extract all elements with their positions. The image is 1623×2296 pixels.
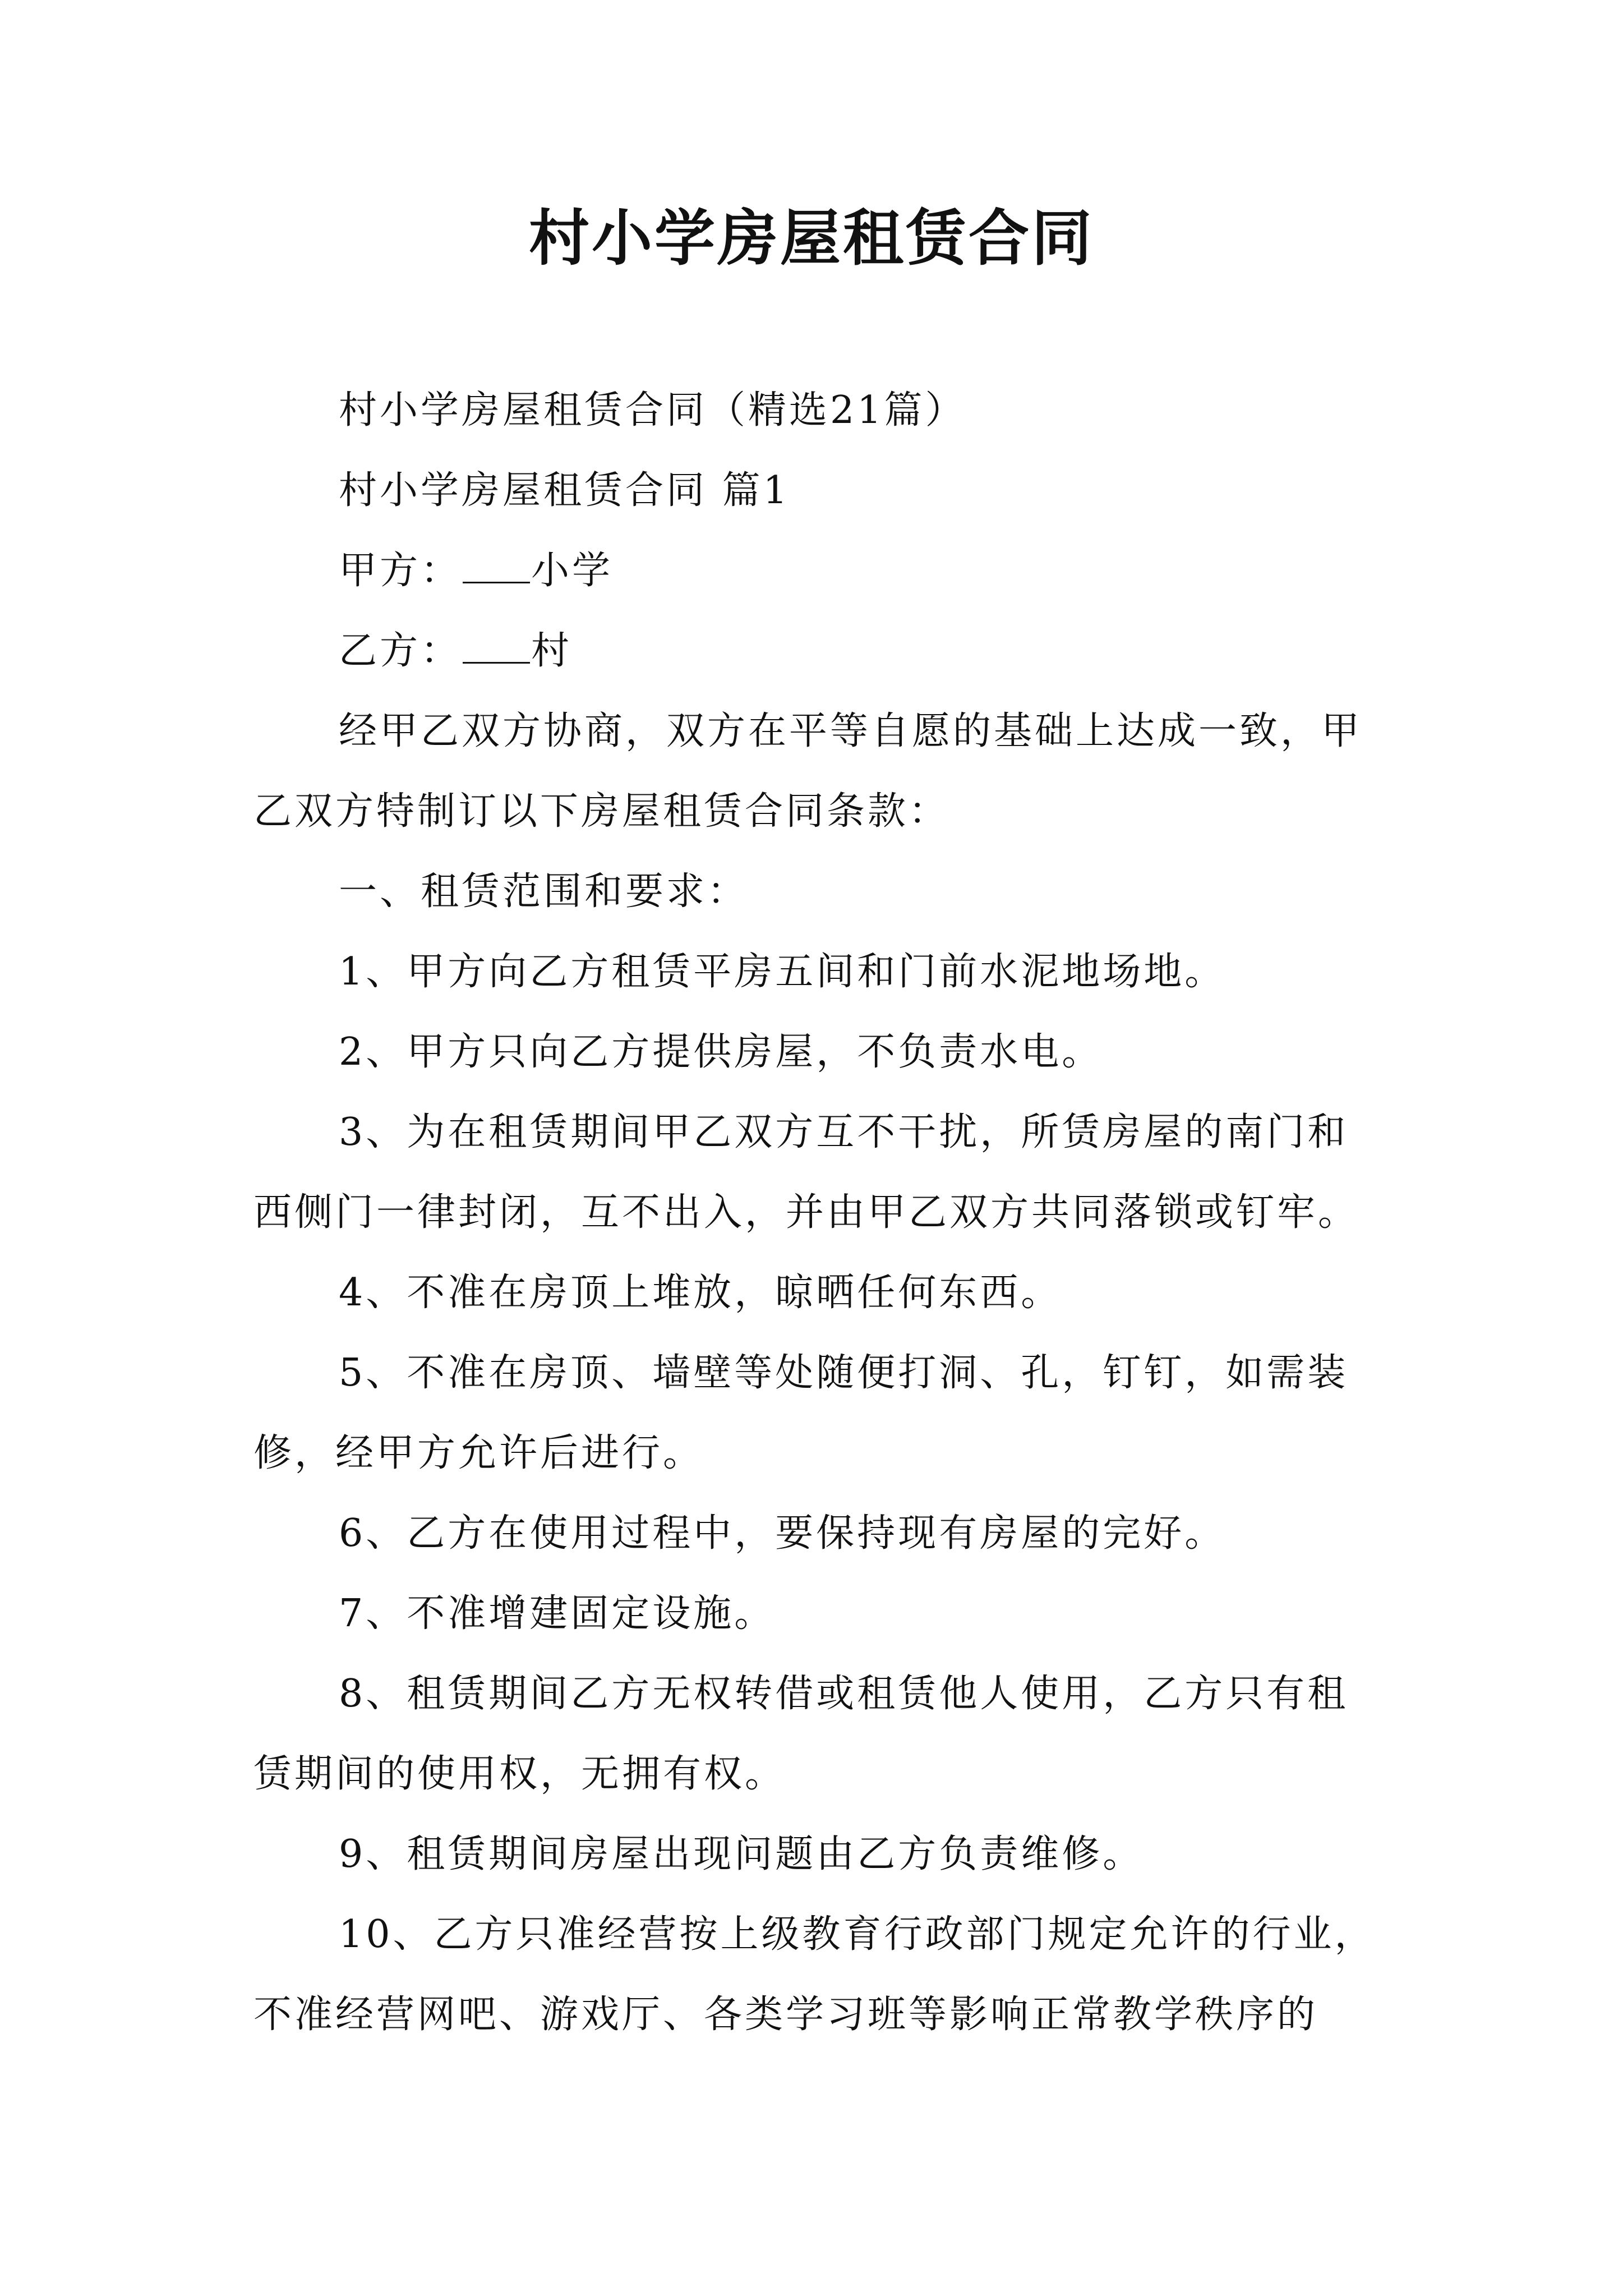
- party-b-value: 村: [531, 629, 573, 673]
- section-heading: 村小学房屋租赁合同 篇1: [339, 468, 790, 513]
- clause-heading-1: 一、租赁范围和要求：: [339, 869, 749, 914]
- clause-item-3: 3、为在租赁期间甲乙双方互不干扰，所赁房屋的南门和西侧门一律封闭，互不出入，并由甲乙双方共同落锁或钉牢。: [253, 1110, 1359, 1235]
- clause-item-1: 1、甲方向乙方租赁平房五间和门前水泥地场地。: [339, 950, 1226, 994]
- document-title: 村小学房屋租赁合同: [528, 203, 1094, 274]
- document-subtitle: 村小学房屋租赁合同（精选21篇）: [339, 388, 966, 432]
- party-b-label: 乙方：: [339, 629, 462, 673]
- clause-item-10: 10、乙方只准经营按上级教育行政部门规定允许的行业，不准经营网吧、游戏厅、各类学习班等影响正常教学秩序的: [253, 1912, 1376, 2037]
- clause-item-4: 4、不准在房顶上堆放，晾晒任何东西。: [339, 1271, 1062, 1315]
- clause-item-5: 5、不准在房顶、墙壁等处随便打洞、孔，钉钉，如需装修，经甲方允许后进行。: [253, 1351, 1349, 1475]
- clause-item-6: 6、乙方在使用过程中，要保持现有房屋的完好。: [339, 1511, 1226, 1556]
- party-a-label: 甲方：: [339, 549, 462, 593]
- party-a-line: [253, 531, 1386, 611]
- party-a-value: 小学: [531, 549, 614, 593]
- clause-item-7: 7、不准增建固定设施。: [339, 1591, 776, 1636]
- party-a-blank: [463, 548, 530, 583]
- clause-item-2: 2、甲方只向乙方提供房屋，不负责水电。: [339, 1030, 1103, 1074]
- clause-item-8: 8、租赁期间乙方无权转借或租赁他人使用，乙方只有租赁期间的使用权，无拥有权。: [253, 1672, 1349, 1796]
- party-b-line: [253, 611, 1386, 691]
- document-body: [253, 370, 1386, 2055]
- party-b-blank: [463, 628, 530, 664]
- clause-item-9: 9、租赁期间房屋出现问题由乙方负责维修。: [339, 1832, 1144, 1876]
- clause-intro: 经甲乙双方协商，双方在平等自愿的基础上达成一致，甲乙双方特制订以下房屋租赁合同条款：: [253, 709, 1363, 834]
